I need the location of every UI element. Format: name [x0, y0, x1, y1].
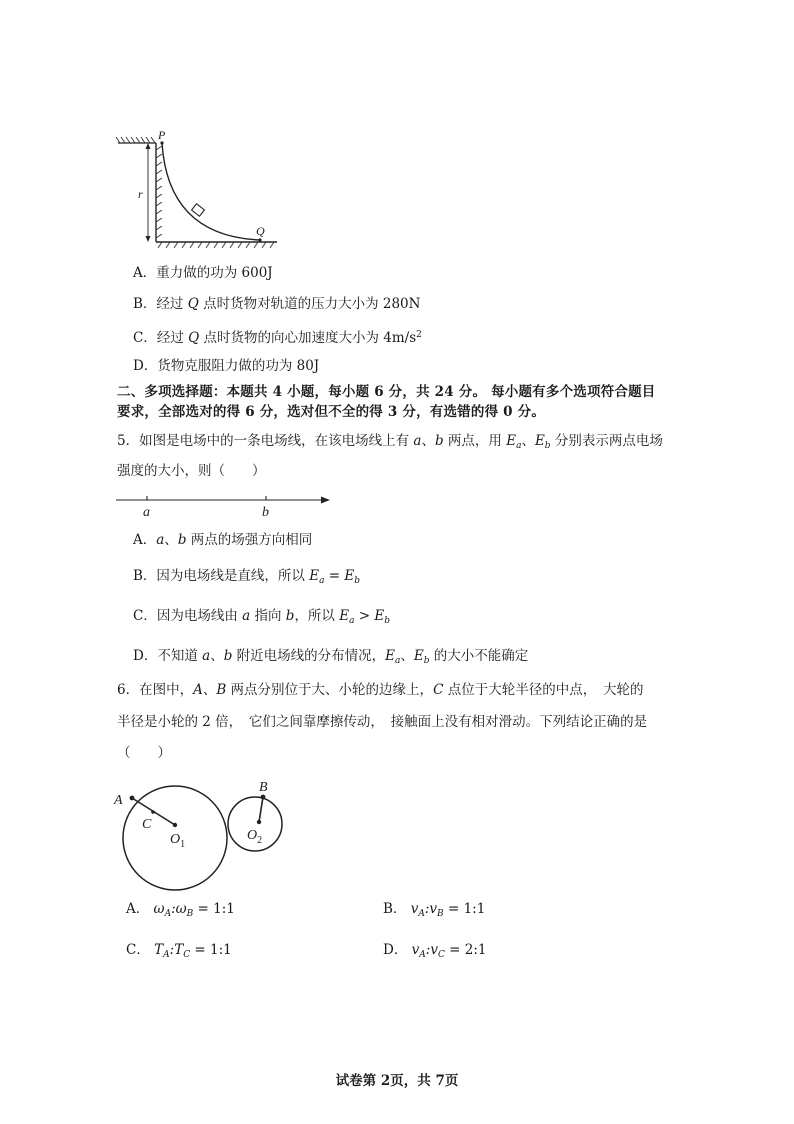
q5-figure-label-b: b — [262, 505, 269, 520]
q6-option-a-value: = 1:1 — [193, 901, 235, 917]
q5-option-b-eb: E — [344, 568, 355, 584]
q4-option-a — [133, 264, 273, 282]
q5-option-d — [133, 647, 528, 670]
q6-var-c: C — [433, 682, 444, 698]
q5-ea-sub: a — [516, 441, 522, 451]
q6-var-a: A — [193, 682, 203, 698]
q5-option-a — [133, 531, 312, 549]
q6-option-b-label: B． — [383, 901, 407, 917]
q5-option-d-sep: 、 — [210, 648, 224, 664]
q6-stem-line1 — [117, 681, 643, 699]
q6-stem-mid: 两点分别位于大、小轮的边缘上， — [226, 682, 434, 698]
section2-heading-line1: 二、多项选择题：本题共 4 小题，每小题 6 分，共 24 分。 每小题有多个选项符合题目 — [117, 384, 656, 400]
q5-option-a-var-a: a — [156, 532, 165, 548]
q6-option-a — [126, 900, 235, 923]
q5-option-a-label: A． — [133, 532, 157, 548]
q5-option-c-eb: E — [374, 608, 385, 624]
q6-option-d-v: v — [411, 942, 420, 958]
q5-option-d-eb: E — [413, 648, 424, 664]
q5-var-b: b — [434, 433, 444, 449]
q5-option-b-eb-sub: b — [354, 576, 360, 586]
q6-stem-pre: 6．在图中， — [117, 682, 194, 698]
section2-heading-line2: 要求，全部选对的得 6 分，选对但不全的得 3 分，有选错的得 0 分。 — [117, 404, 546, 420]
q5-option-d-var-b: b — [223, 648, 233, 664]
q5-stem-pre: 5．如图是电场中的一条电场线，在该电场线上有 — [117, 433, 414, 449]
q4-option-a-text: A．重力做的功为 600J — [133, 265, 273, 281]
q6-option-d-sub-a: A — [419, 950, 426, 960]
q5-stem-mid: 两点，用 — [443, 433, 507, 449]
q6-option-c-t2: :T — [169, 942, 184, 958]
q6-figure-label-b: B — [259, 780, 268, 795]
q5-option-a-text: 两点的场强方向相同 — [186, 532, 313, 548]
q6-wheels-figure — [108, 772, 298, 900]
q6-option-c-value: = 1:1 — [190, 942, 232, 958]
q5-sep1: 、 — [421, 433, 435, 449]
q5-option-b-eq: = — [324, 568, 345, 584]
q5-option-d-sep2: 、 — [400, 648, 414, 664]
q5-option-c-var-b: b — [285, 608, 295, 624]
q5-option-c-ea-sub: a — [349, 616, 355, 626]
q5-option-c-mid1: 指向 — [250, 608, 286, 624]
q6-figure-label-a: A — [114, 793, 123, 808]
q5-option-b-ea: E — [309, 568, 320, 584]
q6-option-c-label: C． — [126, 942, 150, 958]
q5-var-a: a — [413, 433, 422, 449]
q5-sep2: 、 — [521, 433, 535, 449]
q4-label-q: Q — [256, 224, 265, 238]
q6-option-d-v2: :v — [425, 942, 438, 958]
q4-option-c — [133, 326, 422, 347]
q6-option-c-sub-a: A — [163, 950, 170, 960]
page-footer: 试卷第 2页，共 7页 — [335, 1073, 459, 1089]
q6-option-b-sub-b: B — [437, 909, 444, 919]
q5-option-b-text: B．因为电场线是直线，所以 — [133, 568, 310, 584]
q4-option-c-sup: 2 — [416, 330, 422, 340]
q5-option-c-gt: > — [354, 608, 375, 624]
q4-option-b-post: 点时货物对轨道的压力大小为 280N — [198, 296, 421, 312]
q5-option-d-mid: 附近电场线的分布情况， — [232, 648, 386, 664]
q6-stem-line3: （ ） — [117, 745, 171, 761]
q6-figure-label-c: C — [142, 817, 152, 832]
q5-option-c-pre: C．因为电场线由 — [133, 608, 243, 624]
q5-field-line-figure — [112, 490, 334, 520]
q5-stem-post: 分别表示两点电场 — [550, 433, 663, 449]
q6-option-b-v2: :v — [424, 901, 438, 917]
q6-option-a-sub-a: A — [164, 909, 172, 919]
q6-option-a-sub-b: B — [186, 909, 194, 919]
q4-option-c-var: Q — [188, 330, 200, 346]
q6-option-a-label: A． — [126, 901, 150, 917]
q6-option-b-v: v — [410, 901, 419, 917]
q5-stem-line1 — [117, 432, 663, 455]
q4-option-d — [133, 357, 319, 375]
q4-label-r: r — [138, 187, 143, 201]
q5-option-d-var-a: a — [202, 648, 211, 664]
q5-option-d-post: 的大小不能确定 — [429, 648, 529, 664]
q5-option-c-ea: E — [339, 608, 350, 624]
q5-option-c-var-a: a — [242, 608, 251, 624]
q6-option-c — [126, 941, 232, 964]
q5-option-c-eb-sub: b — [384, 616, 390, 626]
q6-option-a-omega2: :ω — [171, 901, 187, 917]
q5-option-d-ea-sub: a — [395, 656, 401, 666]
q6-option-c-t: T — [154, 942, 164, 958]
q6-stem-post: 点位于大轮半径的中点， 大轮的 — [443, 682, 644, 698]
q5-option-a-sep: 、 — [164, 532, 178, 548]
q6-option-a-omega: ω — [153, 901, 165, 917]
q4-option-c-post: 点时货物的向心加速度大小为 4m/s — [199, 330, 417, 346]
q5-option-c — [133, 607, 390, 630]
q5-eb: E — [534, 433, 545, 449]
q6-option-d-label: D． — [383, 942, 408, 958]
q5-eb-sub: b — [544, 441, 551, 451]
q5-stem-line2: 强度的大小，则（ ） — [117, 463, 266, 479]
q4-option-b-pre: B．经过 — [133, 296, 188, 312]
q5-option-a-var-b: b — [177, 532, 187, 548]
q5-option-d-ea: E — [385, 648, 395, 664]
q4-option-b-var: Q — [187, 296, 199, 312]
q4-option-c-pre: C．经过 — [133, 330, 189, 346]
q5-option-b-ea-sub: a — [319, 576, 325, 586]
q6-stem-line2: 半径是小轮的 2 倍， 它们之间靠摩擦传动， 接触面上没有相对滑动。下列结论正确的是 — [117, 714, 648, 730]
q4-option-b — [133, 295, 420, 313]
q6-option-c-sub-c: C — [183, 950, 191, 960]
q6-sep: 、 — [202, 682, 217, 698]
q5-option-d-pre: D．不知道 — [133, 648, 203, 664]
q6-var-b: B — [216, 682, 227, 698]
q4-label-p: P — [158, 128, 166, 142]
q4-track-figure — [112, 128, 282, 250]
q5-option-b — [133, 567, 360, 590]
q6-option-b — [383, 900, 485, 923]
q5-option-d-eb-sub: b — [423, 656, 430, 666]
q5-option-c-mid2: ，所以 — [294, 608, 340, 624]
q6-option-b-value: = 1:1 — [443, 901, 486, 917]
q4-option-d-text: D．货物克服阻力做的功为 80J — [133, 358, 320, 374]
q6-figure-label-o2: $O_2$ — [247, 828, 263, 846]
q6-option-d-value: = 2:1 — [444, 942, 487, 958]
q6-option-b-sub-a: A — [418, 909, 425, 919]
q5-ea: E — [506, 433, 517, 449]
q6-option-d — [383, 941, 486, 964]
q6-option-d-sub-c: C — [437, 950, 445, 960]
q5-figure-label-a: a — [143, 505, 150, 520]
q6-figure-label-o1: $O_1$ — [170, 832, 186, 850]
